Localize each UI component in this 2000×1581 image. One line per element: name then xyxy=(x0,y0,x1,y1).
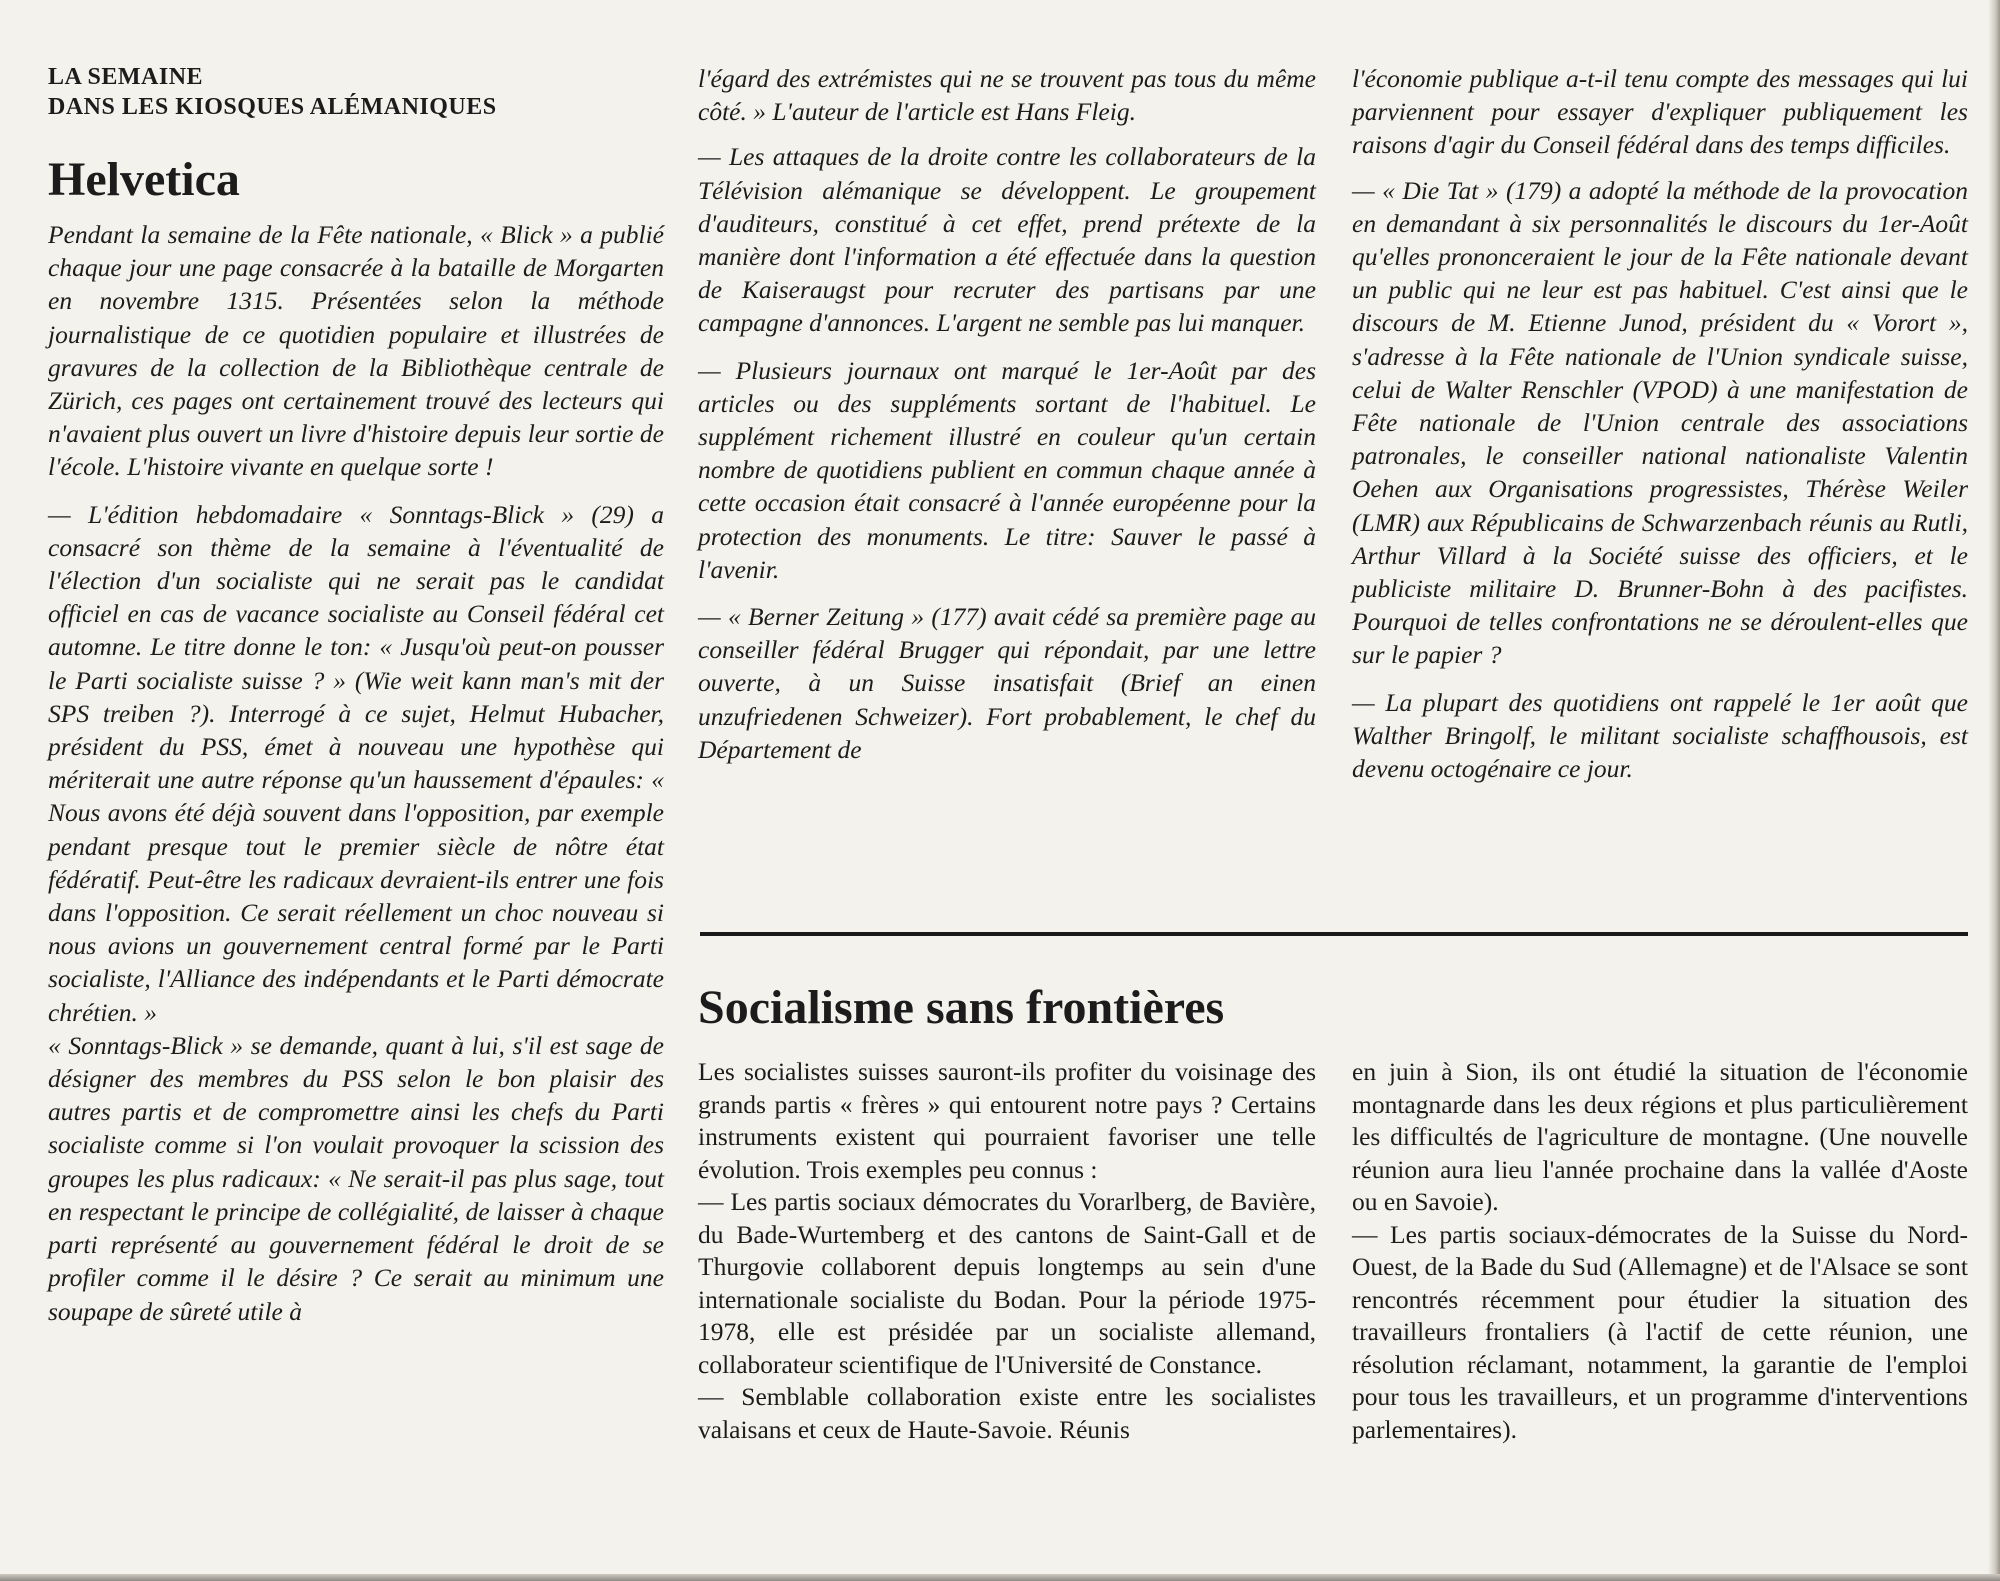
paragraph: en juin à Sion, ils ont étudié la situation de l'économie montagnarde dans les deux régions et plus particulièrement les difficultés de l'agriculture de montagne. (Une nouvelle réunion aura lieu l'année prochaine dans la vallée d'Aoste ou en Savoie). xyxy=(1352,1057,1968,1216)
paragraph: — Les partis sociaux-démocrates de la Suisse du Nord-Ouest, de la Bade du Sud (Allemagne) et de l'Alsace se sont rencontrés récemment pour étudier la situation des travailleurs frontaliers (à l'actif de cette réunion, une résolution réclamant, notamment, la garantie de l'emploi pour tous les travailleurs, et un programme d'interventions parlementaires). xyxy=(1352,1219,1968,1444)
paragraph: — Les attaques de la droite contre les collaborateurs de la Télévision alémanique se développent. Le groupement d'auditeurs, constitué à cet effet, prend prétexte de la manière dont l'information a été effectuée dans la question de Kaiseraugst pour recruter des partisans par une campagne d'annonces. L'argent ne semble pas lui manquer. xyxy=(698,142,1316,338)
paragraph: — L'édition hebdomadaire « Sonntags-Blick » (29) a consacré son thème de la semaine à l'éventualité de l'élection d'un socialiste qui ne serait pas le candidat officiel en cas de vacance socialiste au Conseil fédéral cet automne. Le titre donne le ton: « Jusqu'où peut-on pousser le Parti socialiste suisse ? » (Wie weit kann man's mit der SPS treiben ?). Interrogé à ce sujet, Helmut Hubacher, président du PSS, émet à nouveau une hypothèse qui mériterait une autre réponse qu'un haussement d'épaules: « Nous avons été déjà souvent dans l'opposition, par exemple pendant presque tout le premier siècle de nôtre état fédératif. Peut-être les radicaux devraient-ils entrer une fois dans l'opposition. Ce serait réellement un choc nouveau si nous avions un gouvernement central formé par le Parti socialiste, l'Alliance des indépendants et le Parti démocrate chrétien. » xyxy=(48,499,664,1027)
paragraph: — La plupart des quotidiens ont rappelé le 1er août que Walther Bringolf, le militant socialiste schaffhousois, est devenu octogénaire ce jour. xyxy=(1352,687,1968,784)
kicker-line-2: DANS LES KIOSQUES ALÉMANIQUES xyxy=(48,94,497,120)
helvetica-column-1 xyxy=(48,62,664,1328)
page-edge-shadow xyxy=(1988,0,2000,1581)
helvetica-title: Helvetica xyxy=(48,153,240,206)
socialisme-title: Socialisme sans frontières xyxy=(698,981,1225,1034)
helvetica-column-3 xyxy=(1352,62,1968,785)
paragraph: l'égard des extrémistes qui ne se trouvent pas tous du même côté. » L'auteur de l'article est Hans Fleig. xyxy=(698,64,1316,127)
paragraph: — « Die Tat » (179) a adopté la méthode de la provocation en demandant à six personnalités le discours du 1er-Août qu'elles prononceraient le jour de la Fête nationale devant un public qui ne leur est pas habituel. C'est ainsi que le discours de M. Etienne Junod, président du « Vorort », s'adresse à la Fête nationale de l'Union syndicale suisse, celui de Walter Renschler (VPOD) à une manifestation de Fête nationale de l'Union centrale des associations patronales, le conseiller national nationaliste Valentin Oehen aux Organisations progressistes, Thérèse Weiler (LMR) aux Républicains de Schwarzenbach réunis au Rutli, Arthur Villard à la Société suisse des officiers, et le publiciste militaire D. Brunner-Bohn à des pacifistes. Pourquoi de telles confrontations ne se déroulent-elles que sur le papier ? xyxy=(1352,175,1968,670)
paragraph: — « Berner Zeitung » (177) avait cédé sa première page au conseiller fédéral Brugger qui répondait, par une lettre ouverte, à un Suisse insatisfait (Brief an einen unzufriedenen Schweizer). Fort probablement, le chef du Département de xyxy=(698,602,1316,764)
section-divider xyxy=(700,932,1968,936)
helvetica-column-2 xyxy=(698,62,1316,766)
paragraph: l'économie publique a-t-il tenu compte des messages qui lui parviennent pour essayer d'expliquer publiquement les raisons d'agir du Conseil fédéral dans des temps difficiles. xyxy=(1352,64,1968,160)
paragraph: « Sonntags-Blick » se demande, quant à lui, s'il est sage de désigner des membres du PSS selon le bon plaisir des autres partis et de compromettre ainsi les chefs du Parti socialiste comme si l'on voulait provoquer la scission des groupes les plus radicaux: « Ne serait-il pas plus sage, tout en respectant le principe de collégialité, de laisser à chaque parti représenté au gouvernement fédéral le droit de se profiler comme il le désire ? Ce serait au minimum une soupape de sûreté utile à xyxy=(48,1030,664,1326)
paragraph: Les socialistes suisses sauront-ils profiter du voisinage des grands partis « frères » qui entourent notre pays ? Certains instruments existent qui pourraient favoriser une telle évolution. Trois exemples peu connus : xyxy=(698,1057,1316,1184)
paragraph: — Les partis sociaux démocrates du Vorarlberg, de Bavière, du Bade-Wurtemberg et des cantons de Saint-Gall et de Thurgovie collaborent depuis longtemps au sein d'une internationale socialiste du Bodan. Pour la période 1975-1978, elle est présidée par un socialiste allemand, collaborateur scientifique de l'Université de Constance. xyxy=(698,1187,1316,1379)
socialisme-column-1 xyxy=(698,1056,1316,1446)
paragraph: Pendant la semaine de la Fête nationale, « Blick » a publié chaque jour une page consacrée à la bataille de Morgarten en novembre 1315. Présentées selon la méthode journalistique de ce quotidien populaire et illustrées de gravures de la collection de la Bibliothèque centrale de Zürich, ces pages ont certainement trouvé des lecteurs qui n'avaient plus ouvert un livre d'histoire depuis leur sortie de l'école. L'histoire vivante en quelque sorte ! xyxy=(48,220,664,482)
kicker-line-1: LA SEMAINE xyxy=(48,64,204,90)
paragraph: — Semblable collaboration existe entre les socialistes valaisans et ceux de Haute-Savoie. Réunis xyxy=(698,1382,1316,1444)
socialisme-column-2 xyxy=(1352,1056,1968,1446)
page-edge-bottom xyxy=(0,1574,2000,1581)
paragraph: — Plusieurs journaux ont marqué le 1er-Août par des articles ou des suppléments sortant de l'habituel. Le supplément richement illustré en couleur qu'un certain nombre de quotidiens publient en commun chaque année à cette occasion était consacré à l'année européenne pour la protection des monuments. Le titre: Sauver le passé à l'avenir. xyxy=(698,355,1316,584)
